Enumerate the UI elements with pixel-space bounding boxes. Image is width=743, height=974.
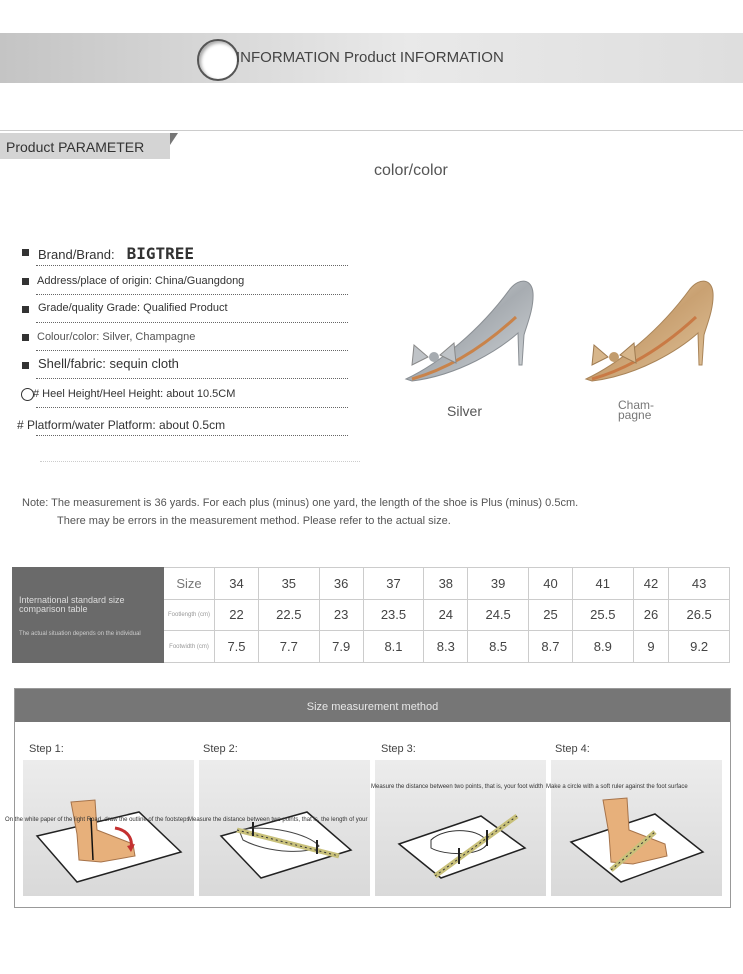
bullet-icon	[22, 278, 29, 285]
brand-label: Brand/Brand:	[38, 247, 115, 262]
spec-origin	[0, 272, 360, 300]
size-cell: 43	[669, 568, 730, 600]
banner-circle-icon	[197, 39, 239, 81]
length-cell: 23.5	[363, 599, 424, 631]
size-cell: 41	[572, 568, 633, 600]
length-cell: 24	[424, 599, 468, 631]
size-cell: 34	[215, 568, 259, 600]
width-cell: 8.9	[572, 631, 633, 663]
size-cell: 38	[424, 568, 468, 600]
measurement-method-panel	[5, 688, 731, 908]
length-cell: 25.5	[572, 599, 633, 631]
size-label: Size	[164, 568, 215, 600]
bullet-icon	[22, 362, 29, 369]
width-cell: 8.5	[468, 631, 529, 663]
dotted-divider	[36, 378, 348, 379]
method-title: Size measurement method	[306, 701, 439, 713]
parameter-title: Product PARAMETER	[6, 139, 145, 155]
dotted-divider	[36, 407, 348, 408]
color-champagne-label: Cham- pagne	[618, 398, 655, 422]
shell-text: Shell/fabric: sequin cloth	[38, 356, 179, 371]
width-cell: 8.7	[528, 631, 572, 663]
brand-value: BIGTREE	[126, 244, 195, 263]
step-4-illustration	[551, 760, 722, 896]
length-cell: 22	[215, 599, 259, 631]
step-3-illustration	[375, 760, 546, 896]
width-cell: 9	[633, 631, 669, 663]
step-2-label: Step 2:	[203, 743, 238, 755]
width-cell: 8.1	[363, 631, 424, 663]
measurement-disclaimer: There may be errors in the measurement method. Please refer to the actual size.	[57, 515, 451, 527]
length-cell: 22.5	[258, 599, 319, 631]
spec-grade	[0, 299, 360, 327]
dotted-divider	[36, 435, 348, 436]
size-cell: 37	[363, 568, 424, 600]
banner-title: INFORMATION Product INFORMATION	[236, 49, 504, 66]
size-table	[12, 567, 730, 663]
spec-brand	[0, 240, 360, 268]
silver-shoe-image	[400, 275, 540, 385]
measurement-note: Note: The measurement is 36 yards. For each plus (minus) one yard, the length of the shoe is Plus (minus) 0.5cm.	[22, 497, 579, 509]
table-row	[13, 568, 730, 600]
color-silver-label: Silver	[447, 403, 483, 419]
size-table-title: International standard size comparison table	[19, 595, 125, 614]
size-cell: 36	[319, 568, 363, 600]
length-cell: 23	[319, 599, 363, 631]
spec-platform	[0, 415, 360, 443]
width-cell: 9.2	[669, 631, 730, 663]
spec-shell	[0, 354, 360, 382]
step-4-caption: Make a circle with a soft ruler against the foot surface	[546, 784, 688, 790]
size-cell: 42	[633, 568, 669, 600]
width-cell: 7.5	[215, 631, 259, 663]
divider	[0, 130, 743, 131]
dotted-divider	[40, 461, 360, 462]
bullet-icon	[22, 334, 29, 341]
spec-heel	[0, 385, 360, 413]
step-2-illustration	[199, 760, 370, 896]
spec-colour	[0, 328, 360, 356]
colour-text: Colour/color: Silver, Champagne	[37, 331, 196, 343]
step-1-caption: On the white paper of the light Road, draw the outline of the footsteps	[5, 817, 190, 823]
length-cell: 26	[633, 599, 669, 631]
dotted-divider	[36, 294, 348, 295]
dotted-divider	[36, 350, 348, 351]
step-3-caption: Measure the distance between two points, that is, your foot width	[371, 784, 544, 790]
size-table-subtitle: The actual situation depends on the individual	[19, 631, 141, 637]
bullet-icon	[22, 249, 29, 256]
width-label: Footwidth (cm)	[164, 631, 215, 663]
step-2-caption: Measure the distance between two points, that is, the length of your	[188, 817, 368, 823]
heel-text: # Heel Height/Heel Height: about 10.5CM	[33, 388, 236, 400]
tab-corner-icon	[170, 133, 178, 145]
size-cell: 35	[258, 568, 319, 600]
color-heading: color/color	[374, 162, 448, 179]
length-cell: 24.5	[468, 599, 529, 631]
width-cell: 7.7	[258, 631, 319, 663]
step-1-label: Step 1:	[29, 743, 64, 755]
length-cell: 25	[528, 599, 572, 631]
origin-text: Address/place of origin: China/Guangdong	[37, 275, 245, 287]
length-cell: 26.5	[669, 599, 730, 631]
dotted-divider	[36, 265, 348, 266]
length-label: Footlength (cm)	[164, 599, 215, 631]
width-cell: 7.9	[319, 631, 363, 663]
step-1-illustration	[23, 760, 194, 896]
size-table-sidebar	[13, 568, 164, 663]
grade-text: Grade/quality Grade: Qualified Product	[38, 302, 228, 314]
champagne-shoe-image	[580, 275, 720, 385]
width-cell: 8.3	[424, 631, 468, 663]
bullet-icon	[22, 306, 29, 313]
step-3-label: Step 3:	[381, 743, 416, 755]
size-cell: 40	[528, 568, 572, 600]
step-4-label: Step 4:	[555, 743, 590, 755]
dotted-divider	[36, 322, 348, 323]
platform-text: # Platform/water Platform: about 0.5cm	[17, 418, 226, 432]
size-cell: 39	[468, 568, 529, 600]
